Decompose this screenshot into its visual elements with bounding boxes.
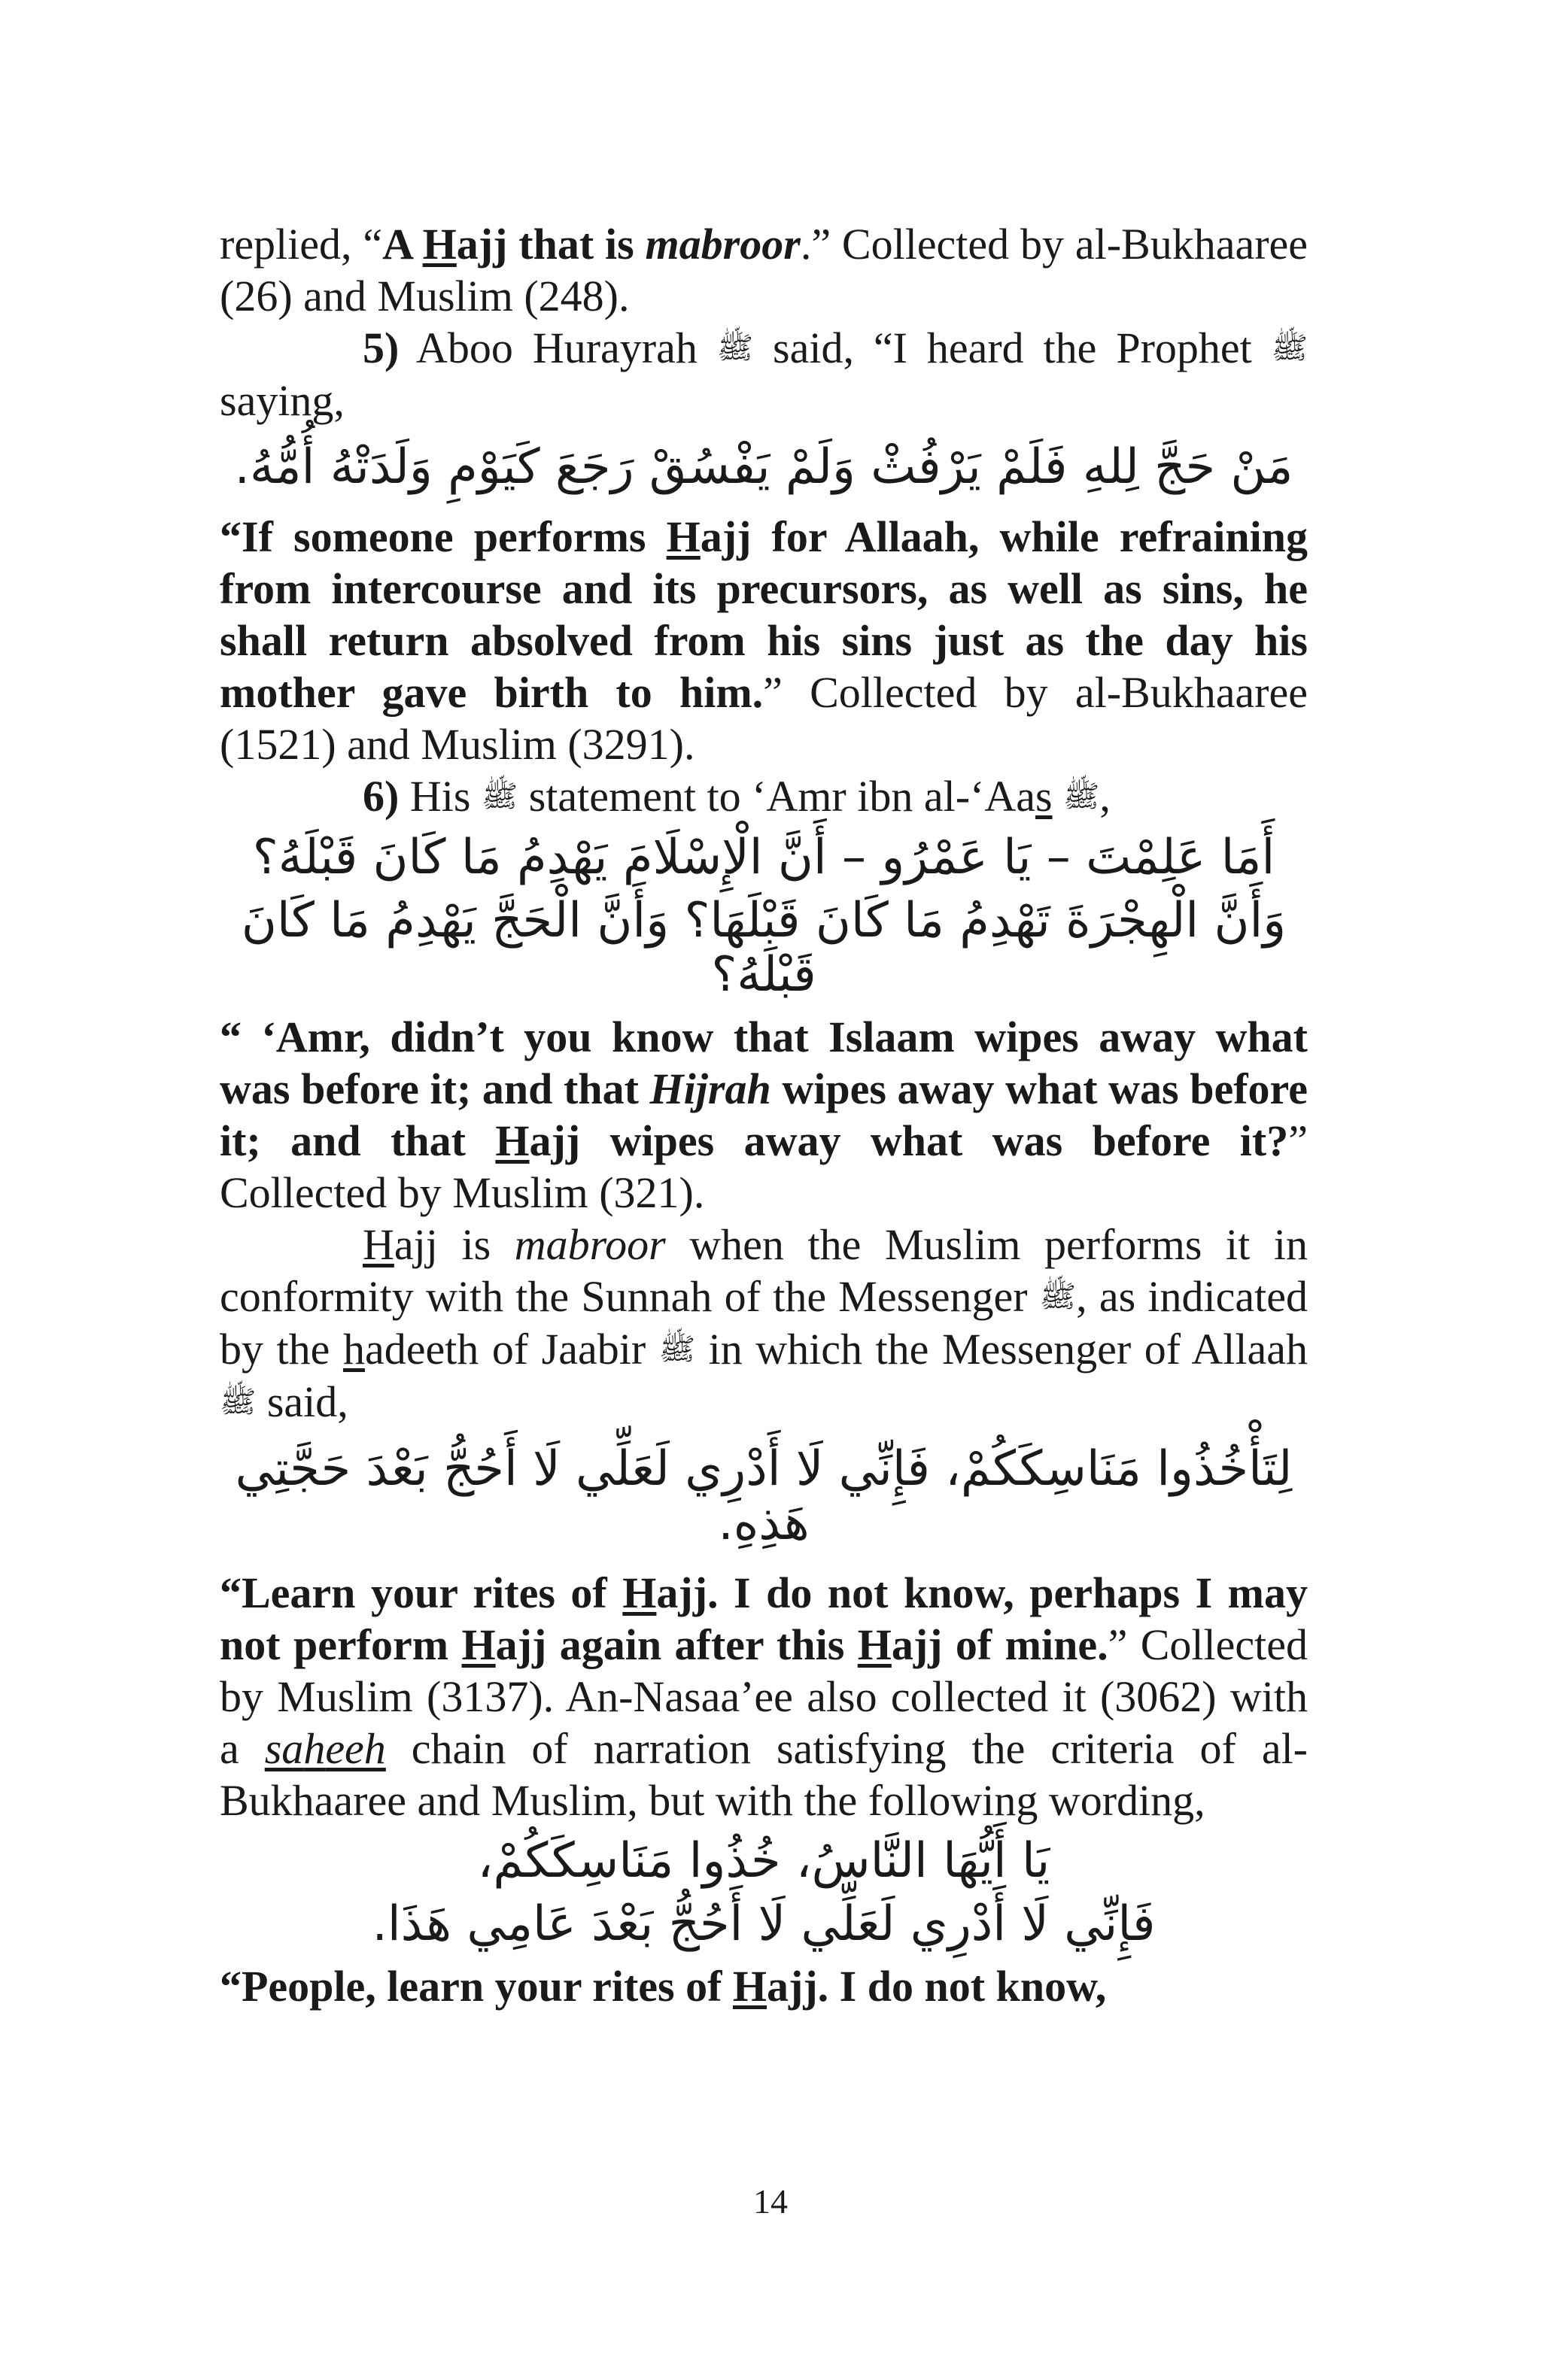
bold-italic-term: Hijrah xyxy=(649,1064,771,1113)
arabic-hadith-2-line-2: وَأَنَّ الْهِجْرَةَ تَهْدِمُ مَا كَانَ قَبْلَهَا؟ وَأَنَّ الْحَجَّ يَهْدِمُ مَا كَانَ قَبْلَهُ؟ xyxy=(241,893,1287,1003)
bold-text: “People, learn your rites of xyxy=(220,1962,733,2011)
bold-text: wipes away what was before it; and that xyxy=(220,1064,1308,1165)
underlined-letter: s xyxy=(1035,772,1053,821)
text: adeeth of Jaabir xyxy=(364,1325,659,1374)
text: said, “I heard the Prophet xyxy=(753,323,1272,372)
bold-text: “Learn your rites of xyxy=(220,1568,623,1617)
page-body xyxy=(220,218,1308,2012)
honorific-icon: ﷺ xyxy=(1271,331,1308,366)
bold-text: ajj of mine. xyxy=(891,1620,1108,1669)
honorific-icon: ﷺ xyxy=(1063,779,1100,814)
bold-underlined-letter: H xyxy=(666,512,701,561)
italic-term: mabroor xyxy=(514,1220,666,1269)
bold-underlined-letter: H xyxy=(495,1116,530,1165)
bold-italic-term: mabroor xyxy=(645,220,801,269)
honorific-icon: ﷺ xyxy=(220,1385,257,1419)
point-number: 6) xyxy=(363,772,400,821)
translation-hadith-1 xyxy=(220,511,1308,770)
text: when the Muslim performs it in conformity with the Sunnah of the Messenger xyxy=(220,1220,1308,1321)
arabic-hadith-1: مَنْ حَجَّ لِلهِ فَلَمْ يَرْفُثْ وَلَمْ يَفْسُقْ رَجَعَ كَيَوْمِ وَلَدَتْهُ أُمُّهُ. xyxy=(234,439,1293,495)
translation-hadith-4 xyxy=(220,1960,1308,2012)
citation-text: ” Collected by Muslim (3137). An-Nasaa’ee also collected it (3062) with a xyxy=(220,1620,1308,1773)
citation-text: .” Collected by al-Bukhaaree (26) and Muslim (248). xyxy=(220,220,1308,320)
bold-text: “ ‘Amr, didn’t you know that Islaam wipes away what was before it; and that xyxy=(220,1012,1308,1113)
text: statement to ‘Amr ibn al-‘Aa xyxy=(518,772,1035,821)
point-number: 5) xyxy=(363,323,400,372)
text: chain of narration satisfying the criteria of al-Bukhaaree and Muslim, but with the following wording, xyxy=(220,1724,1308,1825)
bold-text: A xyxy=(382,220,423,269)
italic-underlined-term: eeh xyxy=(325,1724,386,1773)
italic-underlined-term: h xyxy=(303,1724,326,1773)
text: replied, “ xyxy=(220,220,383,269)
bold-text: ajj. I do not know, xyxy=(767,1962,1107,2011)
underlined-letter: h xyxy=(342,1325,365,1374)
bold-text: ajj. I do not know, perhaps I may not perform xyxy=(220,1568,1308,1669)
translation-hadith-3 xyxy=(220,1567,1308,1826)
italic-underlined-term: sa xyxy=(264,1724,304,1773)
arabic-hadith-2-line-1: أَمَا عَلِمْتَ – يَا عَمْرُو – أَنَّ الْإِسْلَامَ يَهْدِمُ مَا كَانَ قَبْلَهُ؟ xyxy=(252,830,1275,885)
citation-text: ” Collected by al-Bukhaaree (1521) and Muslim (3291). xyxy=(220,668,1308,769)
bold-text: ajj again after this xyxy=(495,1620,858,1669)
text: ajj is xyxy=(394,1220,515,1269)
text: , as indicated by the xyxy=(220,1272,1308,1374)
text: Aboo Hurayrah xyxy=(399,323,717,372)
bold-underlined-letter: H xyxy=(857,1620,892,1669)
text: His xyxy=(399,772,482,821)
honorific-icon: ﷺ xyxy=(658,1332,696,1367)
bold-underlined-letter: H xyxy=(732,1962,767,2011)
page-number: 14 xyxy=(753,2182,788,2221)
honorific-icon: ﷺ xyxy=(1039,1280,1077,1314)
arabic-hadith-4-line-1: يَا أَيُّهَا النَّاسُ، خُذُوا مَنَاسِكَكُمْ، xyxy=(477,1833,1050,1889)
paragraph-mabroor xyxy=(220,1219,1308,1428)
arabic-hadith-3: لِتَأْخُذُوا مَنَاسِكَكُمْ، فَإِنِّي لَا أَدْرِي لَعَلِّي لَا أَحُجُّ بَعْدَ حَجَّتِي هَذِهِ. xyxy=(235,1441,1293,1551)
bold-text: “If someone performs xyxy=(220,512,667,561)
text: , xyxy=(1099,772,1111,821)
bold-underlined-letter: H xyxy=(622,1568,657,1617)
bold-underlined-letter: H xyxy=(422,220,457,269)
text xyxy=(1053,772,1064,821)
arabic-hadith-4-line-2: فَإِنِّي لَا أَدْرِي لَعَلِّي لَا أَحُجُّ بَعْدَ عَامِي هَذَا. xyxy=(372,1896,1156,1952)
text: said, xyxy=(256,1377,348,1426)
bold-text: ajj for Allaah, while refraining from intercourse and its precursors, as well as sins, he shall return absolved from his sins just as the day his mother gave birth to him. xyxy=(220,512,1308,717)
honorific-icon: ﷺ xyxy=(481,779,518,814)
honorific-icon: ﷺ xyxy=(716,331,754,366)
paragraph-replied xyxy=(220,218,1308,322)
translation-hadith-2 xyxy=(220,1011,1308,1219)
citation-text: ” Collected by Muslim (321). xyxy=(220,1116,1308,1217)
bold-text: ajj that is xyxy=(456,220,646,269)
paragraph-point-5 xyxy=(220,322,1308,427)
text: in which the Messenger of Allaah xyxy=(695,1325,1308,1374)
underlined-letter: H xyxy=(363,1220,394,1269)
text: saying, xyxy=(220,376,345,425)
paragraph-point-6 xyxy=(220,770,1308,823)
bold-text: ajj wipes away what was before it? xyxy=(529,1116,1289,1165)
bold-underlined-letter: H xyxy=(461,1620,496,1669)
